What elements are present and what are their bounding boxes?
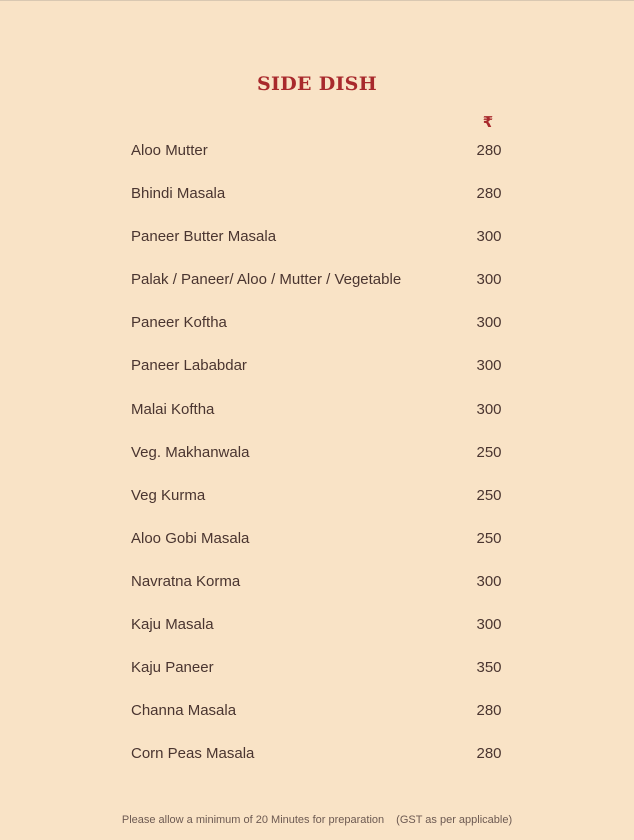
menu-item	[131, 312, 511, 355]
menu-item	[131, 743, 511, 786]
menu-item	[131, 355, 511, 398]
menu-item-price: 350	[476, 659, 502, 677]
menu-item-name: Bhindi Masala	[131, 185, 226, 203]
menu-item-price: 280	[476, 702, 502, 720]
menu-list	[131, 140, 511, 786]
menu-item-name: Malai Koftha	[131, 400, 215, 418]
menu-item-price: 300	[476, 357, 502, 375]
menu-item	[131, 183, 511, 226]
menu-item	[131, 657, 511, 700]
menu-item-price: 300	[476, 572, 502, 590]
menu-item	[131, 269, 511, 312]
menu-item-name: Paneer Butter Masala	[131, 228, 277, 246]
menu-item-price: 300	[476, 271, 502, 289]
menu-item-price: 300	[476, 616, 502, 634]
menu-item-price: 300	[476, 314, 502, 332]
menu-item-name: Navratna Korma	[131, 572, 241, 590]
menu-item-name: Kaju Paneer	[131, 659, 214, 677]
menu-item-price: 250	[476, 486, 502, 504]
menu-item	[131, 399, 511, 442]
menu-item-name: Aloo Gobi Masala	[131, 529, 250, 547]
menu-item-price: 280	[476, 745, 502, 763]
menu-item	[131, 226, 511, 269]
menu-item-price: 250	[476, 529, 502, 547]
footer-note	[0, 814, 634, 826]
menu-item-name: Corn Peas Masala	[131, 745, 255, 763]
menu-item-price: 280	[476, 185, 502, 203]
top-divider	[0, 0, 634, 1]
menu-item-name: Channa Masala	[131, 702, 237, 720]
menu-item-name: Veg Kurma	[131, 486, 206, 504]
menu-item-name: Aloo Mutter	[131, 142, 208, 159]
menu-item-name: Paneer Lababdar	[131, 357, 247, 375]
menu-item	[131, 485, 511, 528]
menu-item	[131, 700, 511, 743]
menu-item-name: Veg. Makhanwala	[131, 443, 250, 461]
menu-item	[131, 571, 511, 614]
menu-item-name: Palak / Paneer/ Aloo / Mutter / Vegetable	[131, 271, 402, 289]
menu-item	[131, 140, 511, 183]
gst-note: (GST as per applicable)	[396, 814, 513, 826]
menu-item	[131, 442, 511, 485]
menu-item-price: 300	[476, 228, 502, 246]
menu-item	[131, 528, 511, 571]
menu-item-price: 280	[476, 142, 502, 159]
currency-symbol: ₹	[482, 113, 494, 131]
menu-item-price: 300	[476, 400, 502, 418]
menu-item-price: 250	[476, 443, 502, 461]
menu-item-name: Paneer Koftha	[131, 314, 227, 332]
preparation-note: Please allow a minimum of 20 Minutes for preparation	[121, 814, 385, 826]
menu-item	[131, 614, 511, 657]
menu-item-name: Kaju Masala	[131, 616, 214, 634]
page-title: SIDE DISH	[257, 73, 377, 95]
